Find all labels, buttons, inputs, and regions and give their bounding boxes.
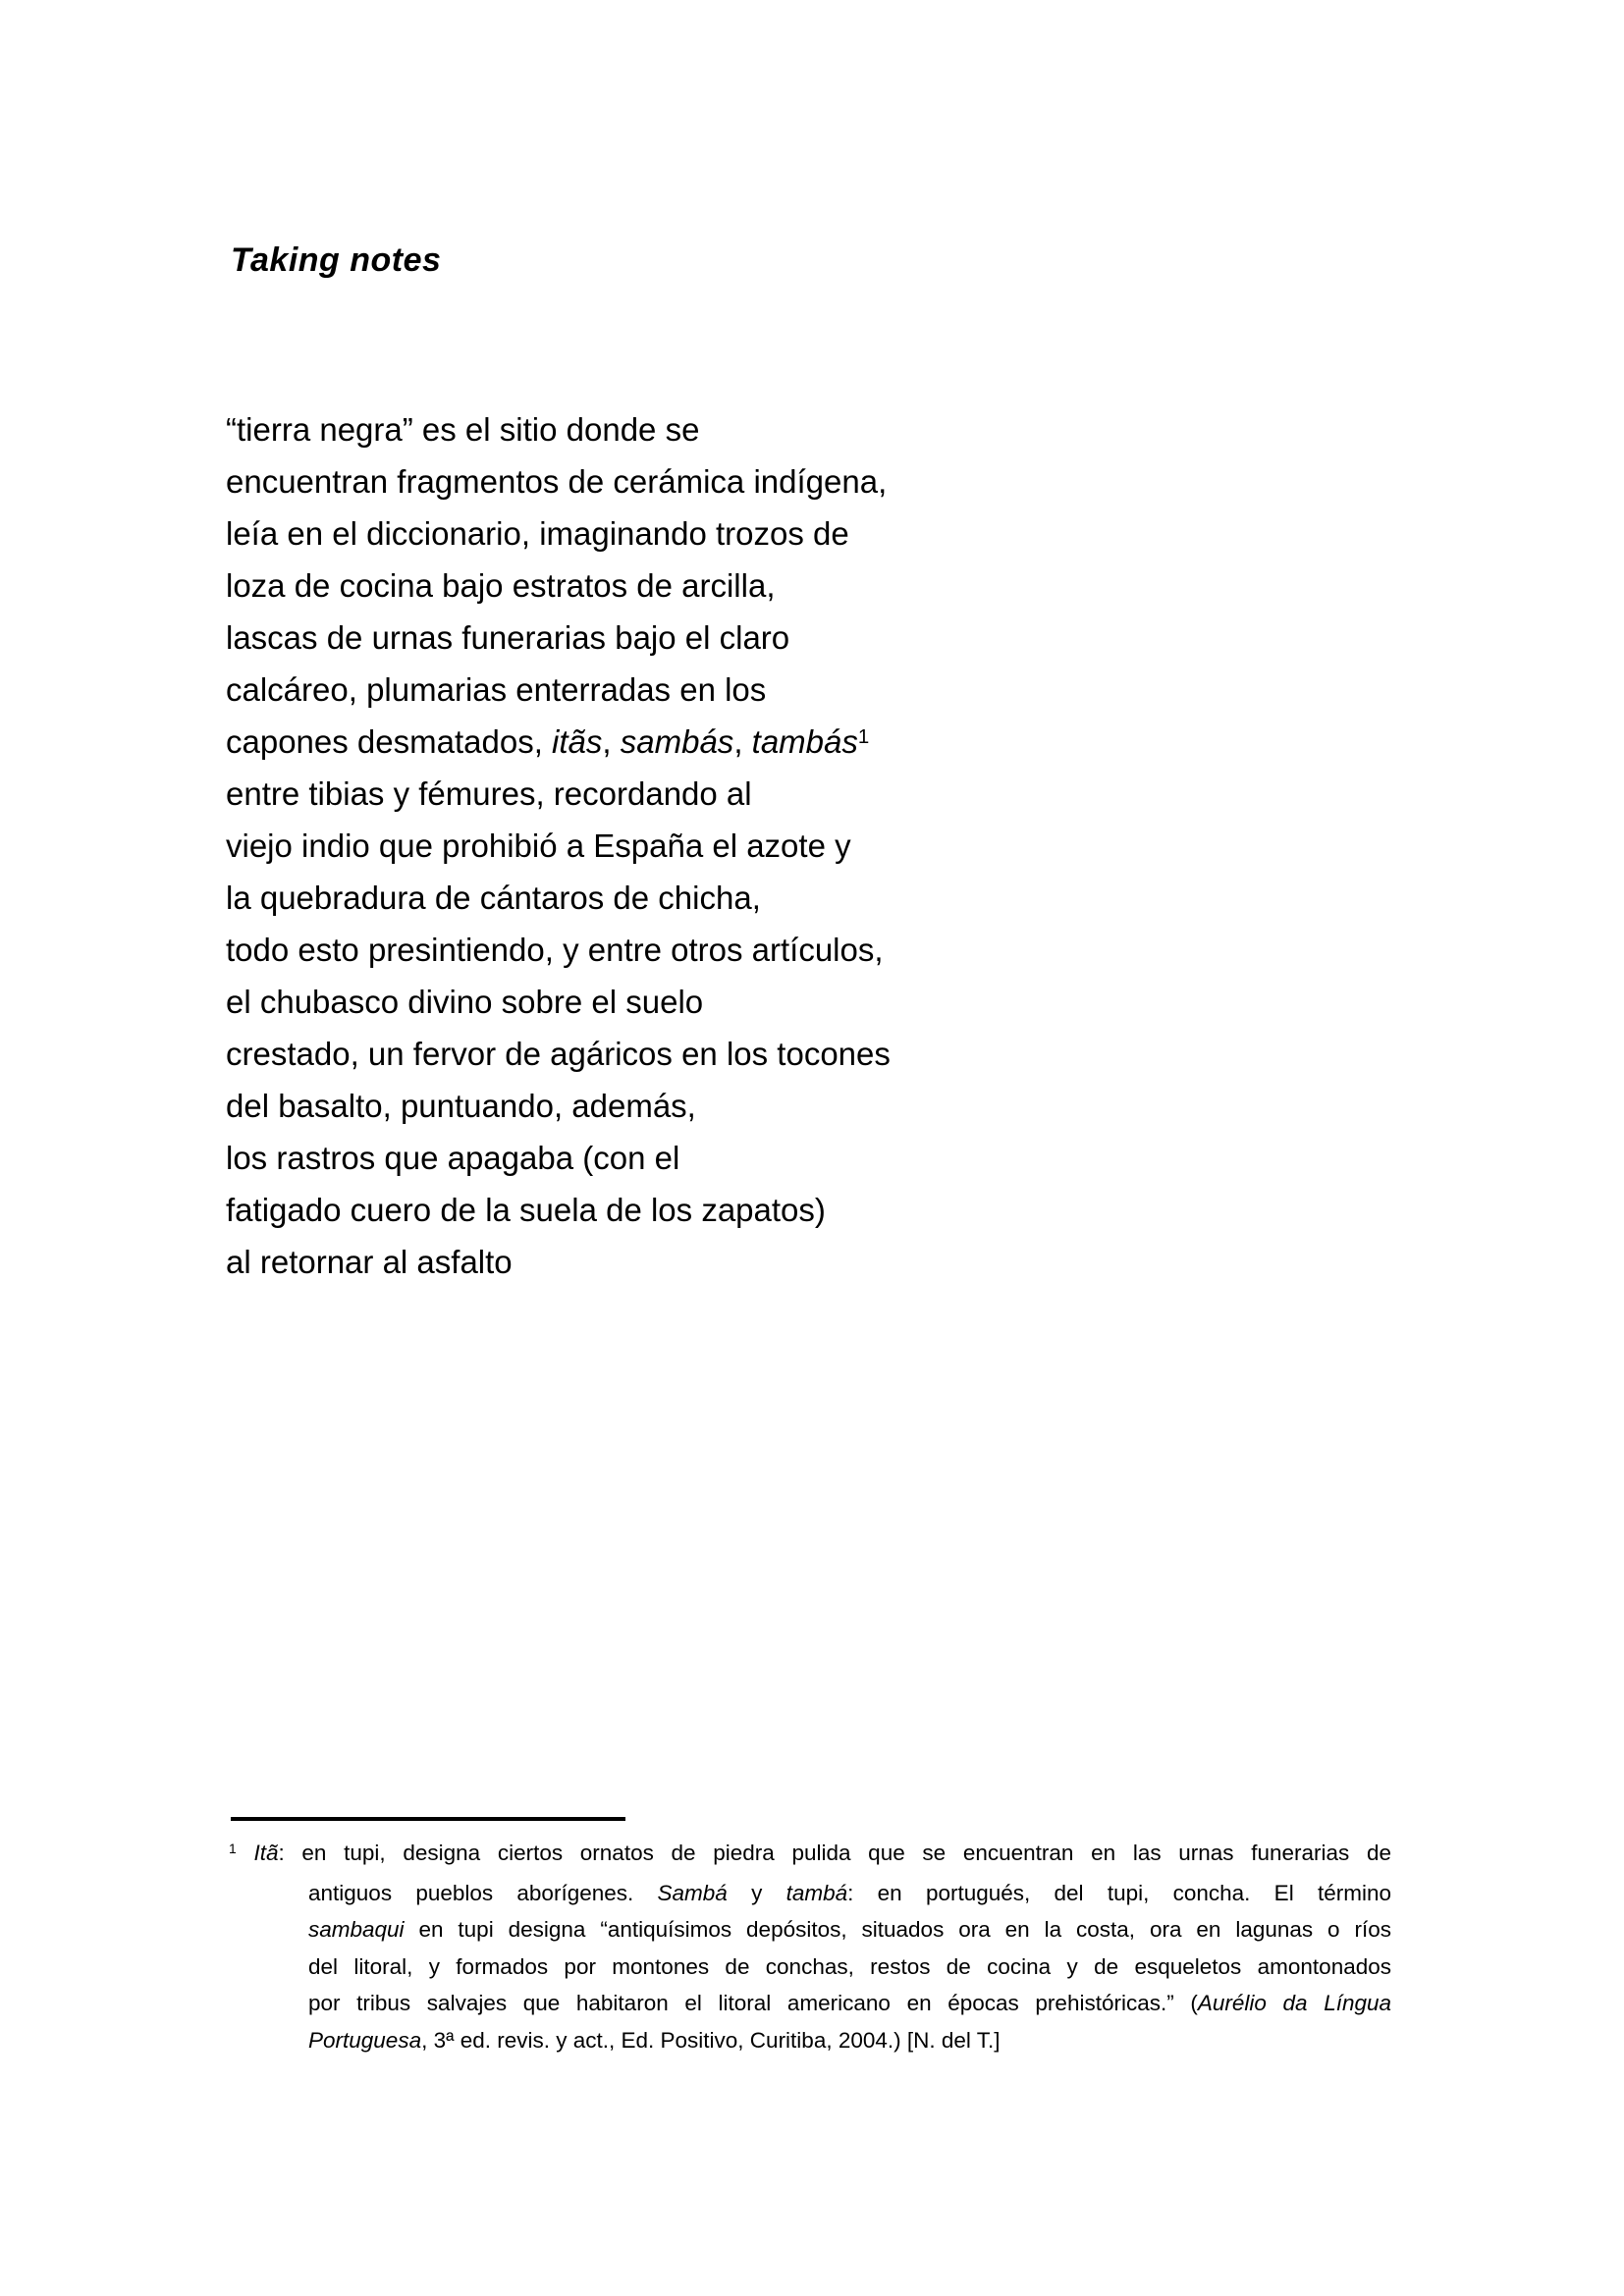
text-segment: sambás <box>620 723 734 760</box>
text-segment <box>237 1841 254 1865</box>
poem-line <box>226 664 891 716</box>
text-segment: : en tupi, designa ciertos ornatos de piedra pulida que se encuentran en las urnas funerarias de <box>278 1841 1391 1865</box>
text-segment: crestado, un fervor de agáricos en los tocones <box>226 1036 891 1072</box>
footnote-line <box>308 1875 1391 1912</box>
poem-line <box>226 455 891 507</box>
text-segment: y <box>727 1880 786 1905</box>
footnote-line <box>308 2022 1391 2059</box>
poem-line <box>226 1132 891 1184</box>
text-segment: antiguos pueblos aborígenes. <box>308 1880 658 1905</box>
poem-line <box>226 1080 891 1132</box>
poem-line <box>226 716 891 768</box>
text-segment: leía en el diccionario, imaginando trozos de <box>226 515 849 552</box>
text-segment: los rastros que apagaba (con el <box>226 1140 680 1176</box>
footnote-reference-superscript: 1 <box>229 1841 237 1857</box>
footnote-line <box>308 1911 1391 1949</box>
text-segment: viejo indio que prohibió a España el azote y <box>226 828 851 864</box>
text-segment: Portuguesa <box>308 2027 422 2053</box>
text-segment: el chubasco divino sobre el suelo <box>226 984 704 1020</box>
text-segment: , 3ª ed. revis. y act., Ed. Positivo, Curitiba, 2004.) [N. del T.] <box>421 2027 1001 2053</box>
footnote-reference-superscript: 1 <box>857 724 870 748</box>
footnote-line <box>308 1949 1391 1986</box>
text-segment: “tierra negra” es el sitio donde se <box>226 411 700 448</box>
poem-line <box>226 403 891 455</box>
text-segment: : en portugués, del tupi, concha. El término <box>847 1880 1391 1905</box>
text-segment: loza de cocina bajo estratos de arcilla, <box>226 567 776 604</box>
text-segment: calcáreo, plumarias enterradas en los <box>226 671 767 708</box>
text-segment: la quebradura de cántaros de chicha, <box>226 880 761 916</box>
footnote-line <box>308 1985 1391 2022</box>
text-segment: fatigado cuero de la suela de los zapatos) <box>226 1192 826 1228</box>
text-segment: del basalto, puntuando, además, <box>226 1088 696 1124</box>
poem-line <box>226 924 891 976</box>
footnote-block <box>229 1835 1392 2058</box>
text-segment: , <box>602 723 621 760</box>
poem-body <box>226 403 891 1288</box>
poem-line <box>226 1028 891 1080</box>
poem-line <box>226 820 891 872</box>
text-segment: itãs <box>552 723 603 760</box>
text-segment: lascas de urnas funerarias bajo el claro <box>226 619 790 656</box>
text-segment: tambá <box>785 1880 848 1905</box>
text-segment: entre tibias y fémures, recordando al <box>226 775 752 812</box>
poem-line <box>226 612 891 664</box>
text-segment: del litoral, y formados por montones de conchas, restos de cocina y de esqueletos amontonados <box>308 1953 1391 1979</box>
poem-line <box>226 872 891 924</box>
text-segment: , <box>733 723 752 760</box>
poem-line <box>226 1184 891 1236</box>
text-segment: encuentran fragmentos de cerámica indígena, <box>226 463 888 500</box>
text-segment: Sambá <box>657 1880 728 1905</box>
poem-line <box>226 1236 891 1288</box>
poem-line <box>226 507 891 560</box>
poem-line <box>226 768 891 820</box>
text-segment: sambaqui <box>308 1917 405 1942</box>
text-segment: todo esto presintiendo, y entre otros artículos, <box>226 932 884 968</box>
text-segment: al retornar al asfalto <box>226 1244 513 1280</box>
text-segment: Aurélio da Língua <box>1197 1991 1392 2015</box>
text-segment: tambás <box>751 723 858 760</box>
footnote-line <box>229 1835 1391 1875</box>
text-segment: Itã <box>253 1841 279 1865</box>
text-segment: capones desmatados, <box>226 723 553 760</box>
footnote-separator-rule <box>231 1817 625 1821</box>
page-title: Taking notes <box>231 241 442 279</box>
poem-line <box>226 560 891 612</box>
text-segment: por tribus salvajes que habitaron el litoral americano en épocas prehistóricas.” ( <box>308 1991 1198 2015</box>
text-segment: en tupi designa “antiquísimos depósitos, situados ora en la costa, ora en lagunas o ríos <box>404 1917 1391 1942</box>
poem-line <box>226 976 891 1028</box>
